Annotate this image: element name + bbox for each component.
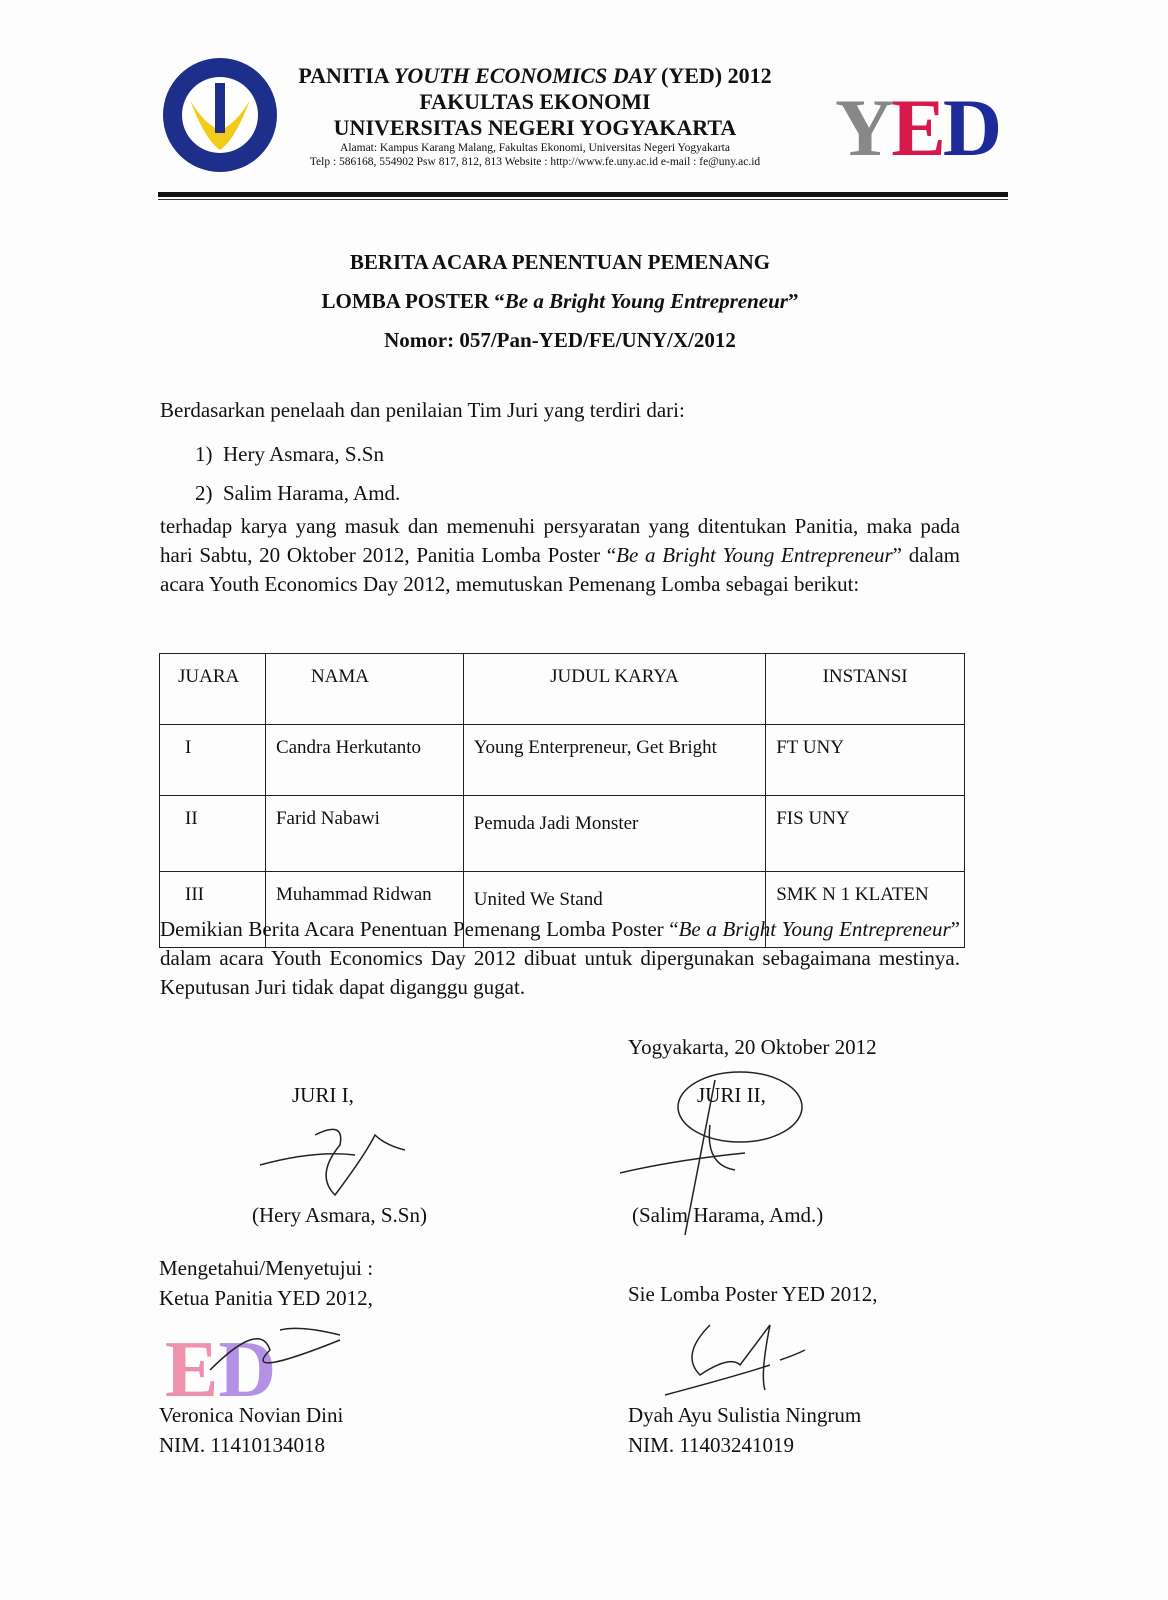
approve-label: Mengetahui/Menyetujui : — [159, 1256, 374, 1280]
event-year: (YED) 2012 — [655, 63, 772, 88]
yed-stamp: ED — [165, 1326, 277, 1414]
sie-block — [628, 1400, 861, 1460]
header-divider-thin — [158, 199, 1008, 200]
intro-text: Berdasarkan penelaah dan penilaian Tim Juri yang terdiri dari: — [160, 398, 685, 422]
sie-label: Sie Lomba Poster YED 2012, — [628, 1282, 878, 1306]
juri1-signature — [255, 1115, 415, 1200]
jury-item — [195, 474, 400, 513]
header-cell: JUARA — [160, 654, 266, 725]
header-cell: JUDUL KARYA — [463, 654, 766, 725]
university-logo — [160, 55, 280, 175]
theme: Be a Bright Young Entrepreneur — [678, 917, 951, 941]
header-cell: INSTANSI — [766, 654, 965, 725]
ketua-name: Veronica Novian Dini — [159, 1403, 344, 1427]
paragraph-2 — [160, 915, 960, 1002]
event-name: YOUTH ECONOMICS DAY — [393, 63, 656, 88]
org-name: PANITIA — [298, 63, 394, 88]
paragraph-1 — [160, 512, 960, 599]
cell: Candra Herkutanto — [265, 725, 463, 796]
header-divider — [158, 192, 1008, 197]
cell: Pemuda Jadi Monster — [463, 796, 766, 872]
theme: Be a Bright Young Entrepreneur — [504, 289, 788, 313]
ketua-label: Ketua Panitia YED 2012, — [159, 1286, 373, 1310]
ketua-block — [159, 1400, 343, 1460]
ketua-nim: NIM. 11410134018 — [159, 1433, 326, 1457]
juri1-label: JURI I, — [292, 1083, 354, 1107]
quote-close: ” — [787, 289, 799, 313]
yed-logo: YED — [835, 82, 1000, 173]
cell: Muhammad Ridwan — [265, 872, 463, 948]
cell: I — [160, 725, 266, 796]
letterhead-title — [280, 63, 790, 141]
sie-name: Dyah Ayu Sulistia Ningrum — [628, 1403, 862, 1427]
juri1-name: (Hery Asmara, S.Sn) — [252, 1203, 427, 1227]
jury-item — [195, 435, 400, 474]
text: ” dalam acara Youth Economics Day 2012, memutuskan Pemenang Lomba sebagai berikut: — [160, 543, 961, 596]
cell: Farid Nabawi — [265, 796, 463, 872]
sie-nim: NIM. 11403241019 — [628, 1433, 795, 1457]
winners-table — [159, 653, 965, 948]
item-num: 2) — [195, 481, 213, 505]
cell: FIS UNY — [766, 796, 965, 872]
document-title — [160, 243, 960, 360]
table-row — [160, 796, 965, 872]
document-number: Nomor: 057/Pan-YED/FE/UNY/X/2012 — [384, 328, 736, 352]
item-name: Salim Harama, Amd. — [223, 481, 401, 505]
header-cell: NAMA — [265, 654, 463, 725]
cell: Young Enterpreneur, Get Bright — [463, 725, 766, 796]
text: terhadap karya yang masuk dan memenuhi persyaratan yang ditentukan Panitia, maka pada hari Sabtu, 20 Oktober 2012, Panitia Lomba Poster “ — [160, 514, 960, 567]
contact-info: Telp : 586168, 554902 Psw 817, 812, 813 Website : http://www.fe.uny.ac.id e-mail : fe@uny.ac.id — [309, 156, 761, 168]
approval-block — [159, 1253, 373, 1313]
text: Demikian Berita Acara Penentuan Pemenang Lomba Poster “ — [160, 917, 679, 941]
cell: FT UNY — [766, 725, 965, 796]
jury-list — [195, 435, 400, 513]
title-prefix: LOMBA POSTER “ — [321, 289, 505, 313]
juri2-name: (Salim Harama, Amd.) — [632, 1203, 824, 1227]
cell: SMK N 1 KLATEN — [766, 872, 965, 948]
juri2-label: JURI II, — [697, 1083, 766, 1107]
text: ” dalam acara Youth Economics Day 2012 dibuat untuk dipergunakan sebagaimana mestinya. Keputusan Juri tidak dapat diganggu gugat. — [160, 917, 960, 999]
table-header — [160, 654, 965, 725]
faculty-name: FAKULTAS EKONOMI — [419, 89, 651, 114]
letterhead-address — [280, 141, 790, 169]
ketua-signature — [200, 1310, 360, 1400]
cell: II — [160, 796, 266, 872]
theme: Be a Bright Young Entrepreneur — [616, 543, 893, 567]
cell: III — [160, 872, 266, 948]
place-date: Yogyakarta, 20 Oktober 2012 — [628, 1035, 877, 1059]
table-row — [160, 725, 965, 796]
university-name: UNIVERSITAS NEGERI YOGYAKARTA — [333, 115, 737, 140]
sie-signature — [660, 1315, 820, 1405]
cell: United We Stand — [463, 872, 766, 948]
item-name: Hery Asmara, S.Sn — [223, 442, 384, 466]
address: Alamat: Kampus Karang Malang, Fakultas Ekonomi, Universitas Negeri Yogyakarta — [340, 142, 730, 154]
item-num: 1) — [195, 442, 213, 466]
title-line1: BERITA ACARA PENENTUAN PEMENANG — [349, 250, 771, 274]
title-line2 — [160, 282, 960, 321]
